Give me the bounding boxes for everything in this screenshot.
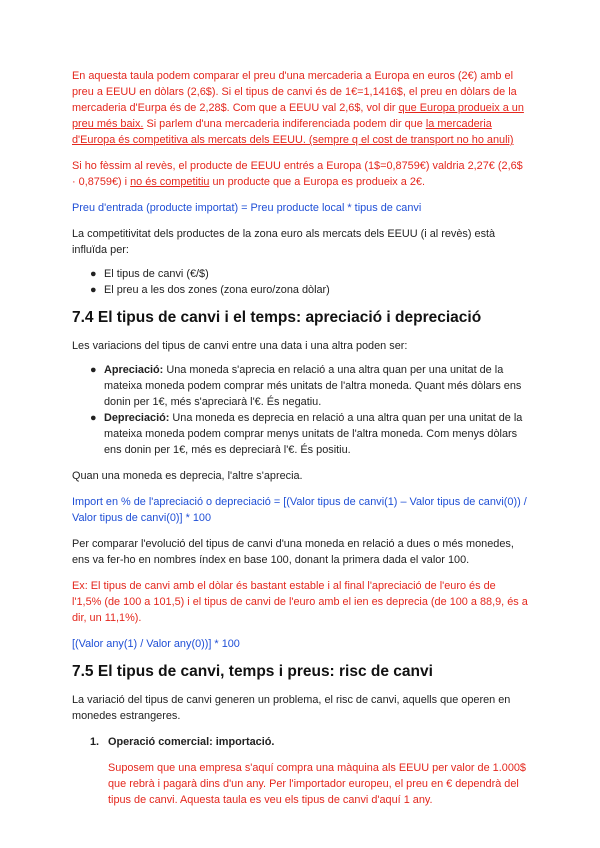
- variation-types-list: [72, 362, 528, 458]
- bullet-icon: ●: [90, 284, 97, 296]
- paragraph-import-example: Suposem que una empresa s'aquí compra una màquina als EEUU per valor de 1.000$ que rebrà i pagarà dins d'un any. Per l'importador europeu, el preu en € dependrà del tipus de canvi. Aquesta taula es veu els tipus de canvi d'aquí 1 any.: [108, 762, 526, 806]
- paragraph-index-numbers: Per comparar l'evolució del tipus de canvi d'una moneda en relació a dues o més monedes, ens va fer-ho en nombres índex en base 100, donant la primera dada el valor 100.: [72, 538, 514, 566]
- paragraph-variations: Les variacions del tipus de canvi entre una data i una altra poden ser:: [72, 340, 408, 352]
- paragraph-competitiveness: La competitivitat dels productes de la zona euro als mercats dels EEUU (i al revès) està influïda per:: [72, 228, 496, 256]
- competitiveness-factors-list: [72, 266, 528, 298]
- formula-index: [(Valor any(1) / Valor any(0))] * 100: [72, 638, 240, 650]
- list-item: ● El tipus de canvi (€/$): [90, 268, 209, 280]
- bullet-icon: ●: [90, 412, 97, 424]
- bullet-icon: ●: [90, 364, 97, 376]
- list-item: ● Depreciació: Una moneda es deprecia en relació a una altra quan per una unitat de la mateixa moneda podem comprar menys unitats de l'altra moneda. Com menys dòlars ens donin per 1€, més es depreciarà l'€. És positiu.: [90, 412, 523, 456]
- paragraph-depreciation-note: Quan una moneda es deprecia, l'altre s'aprecia.: [72, 470, 303, 482]
- section-heading-7-5: 7.5 El tipus de canvi, temps i preus: risc de canvi: [72, 663, 433, 680]
- bullet-icon: ●: [90, 268, 97, 280]
- numbered-item-import: 1. Operació comercial: importació.: [90, 736, 275, 748]
- list-item: ● Apreciació: Una moneda s'aprecia en relació a una altra quan per una unitat de la mateixa moneda podem comprar més unitats de l'altra moneda. Quant més dòlars ens donin per 1€, més s'apreciarà l'€. És negatiu.: [90, 364, 522, 408]
- section-heading-7-4: 7.4 El tipus de canvi i el temps: apreciació i depreciació: [72, 309, 482, 326]
- paragraph-price-comparison: En aquesta taula podem comparar el preu d'una mercaderia a Europa en euros (2€) amb el preu a EEUU en dòlars (2,6$). Si el tipus de canvi és de 1€=1,1416$, el preu en dòlars de la mercaderia d'Eurpa és de 2,28$. Com que a EEUU val 2,6$, vol dir que Europa produeix a un preu més baix. Si parlem d'una mercaderia indiferenciada podem dir que la mercaderia d'Europa és competitiva als mercats dels EEUU. (sempre q el cost de transport no ho anuli): [72, 70, 524, 146]
- document-page: [72, 68, 528, 808]
- paragraph-reverse-case: Si ho fèssim al revès, el producte de EEUU entrés a Europa (1$=0,8759€) valdria 2,27€ (2,6$ · 0,8759€) i no és competitiu un producte que a Europa es produeix a 2€.: [72, 160, 523, 188]
- paragraph-exchange-risk: La variació del tipus de canvi generen un problema, el risc de canvi, aquells que operen en monedes estrangeres.: [72, 694, 511, 722]
- formula-appreciation-percent: Import en % de l'apreciació o depreciació = [(Valor tipus de canvi(1) – Valor tipus de canvi(0)) / Valor tipus de canvi(0)] * 100: [72, 496, 527, 524]
- list-item: ● El preu a les dos zones (zona euro/zona dòlar): [90, 284, 330, 296]
- paragraph-example: Ex: El tipus de canvi amb el dòlar és bastant estable i al final l'apreciació de l'euro és de l'1,5% (de 100 a 101,5) i el tipus de canvi de l'euro amb el ien es deprecia (de 100 a 88,9, és a dir, un 11,1%).: [72, 580, 528, 624]
- formula-entry-price: Preu d'entrada (producte importat) = Preu producte local * tipus de canvi: [72, 202, 422, 214]
